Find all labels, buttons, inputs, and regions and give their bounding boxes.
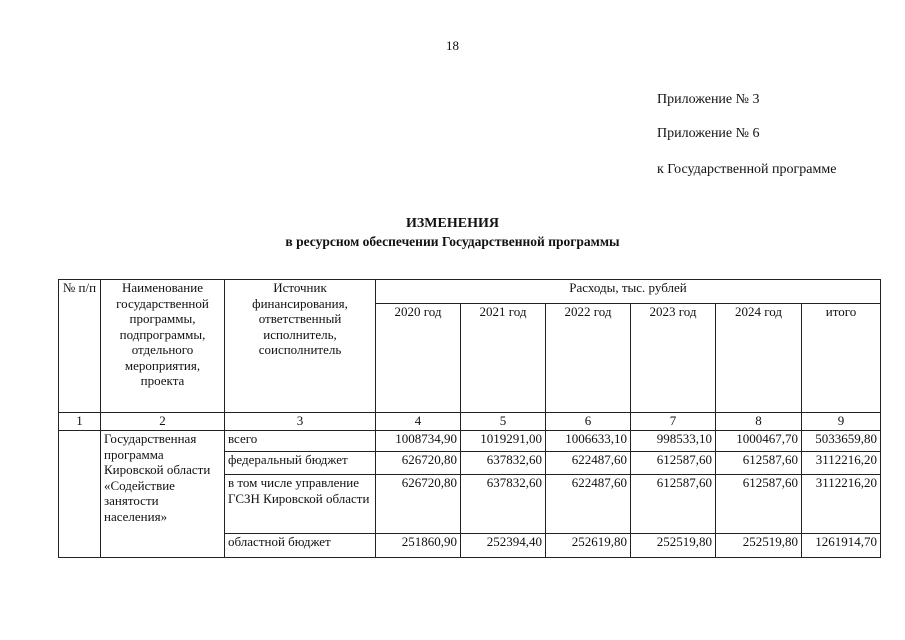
value-cell: 1019291,00: [461, 431, 546, 452]
value-cell: 252519,80: [716, 534, 802, 558]
header-total: итого: [802, 304, 881, 413]
value-cell: 622487,60: [546, 475, 631, 534]
value-cell: 1000467,70: [716, 431, 802, 452]
to-program-label: к Государственной программе: [657, 162, 837, 177]
value-cell: 637832,60: [461, 475, 546, 534]
header-row: [59, 280, 881, 304]
value-cell: 5033659,80: [802, 431, 881, 452]
value-cell: 1006633,10: [546, 431, 631, 452]
table-row: [59, 431, 881, 452]
program-name: Государственная программа Кировской области «Содействие занятости населения»: [101, 431, 225, 558]
document-title: ИЗМЕНЕНИЯ: [406, 216, 499, 231]
column-number: 2: [101, 413, 225, 431]
header-num: № п/п: [59, 280, 101, 413]
header-name: Наименование государственной программы, подпрограммы, отдельного мероприятия, проекта: [101, 280, 225, 413]
column-number: 6: [546, 413, 631, 431]
column-number: 7: [631, 413, 716, 431]
column-number: 1: [59, 413, 101, 431]
header-source: Источник финансирования, ответственный исполнитель, соисполнитель: [225, 280, 376, 413]
column-number: 8: [716, 413, 802, 431]
value-cell: 626720,80: [376, 475, 461, 534]
header-expenses: Расходы, тыс. рублей: [376, 280, 881, 304]
column-number: 9: [802, 413, 881, 431]
value-cell: 626720,80: [376, 452, 461, 475]
source-cell: областной бюджет: [225, 534, 376, 558]
source-cell: федеральный бюджет: [225, 452, 376, 475]
appendix-6-label: Приложение № 6: [657, 126, 760, 141]
value-cell: 1261914,70: [802, 534, 881, 558]
row-index-cell: [59, 431, 101, 558]
value-cell: 612587,60: [716, 475, 802, 534]
value-cell: 612587,60: [631, 452, 716, 475]
value-cell: 622487,60: [546, 452, 631, 475]
value-cell: 251860,90: [376, 534, 461, 558]
source-cell: в том числе управление ГСЗН Кировской области: [225, 475, 376, 534]
value-cell: 612587,60: [716, 452, 802, 475]
value-cell: 637832,60: [461, 452, 546, 475]
resource-table: [58, 279, 881, 558]
value-cell: 998533,10: [631, 431, 716, 452]
header-year: 2022 год: [546, 304, 631, 413]
value-cell: 252519,80: [631, 534, 716, 558]
appendix-3-label: Приложение № 3: [657, 92, 760, 107]
header-year: 2024 год: [716, 304, 802, 413]
column-number: 5: [461, 413, 546, 431]
value-cell: 3112216,20: [802, 452, 881, 475]
value-cell: 252394,40: [461, 534, 546, 558]
source-cell: всего: [225, 431, 376, 452]
column-number: 4: [376, 413, 461, 431]
value-cell: 612587,60: [631, 475, 716, 534]
page-number: 18: [446, 38, 459, 53]
column-numbers-row: [59, 413, 881, 431]
header-year: 2021 год: [461, 304, 546, 413]
value-cell: 1008734,90: [376, 431, 461, 452]
column-number: 3: [225, 413, 376, 431]
header-year: 2023 год: [631, 304, 716, 413]
document-subtitle: в ресурсном обеспечении Государственной программы: [285, 234, 620, 249]
value-cell: 252619,80: [546, 534, 631, 558]
header-year: 2020 год: [376, 304, 461, 413]
value-cell: 3112216,20: [802, 475, 881, 534]
